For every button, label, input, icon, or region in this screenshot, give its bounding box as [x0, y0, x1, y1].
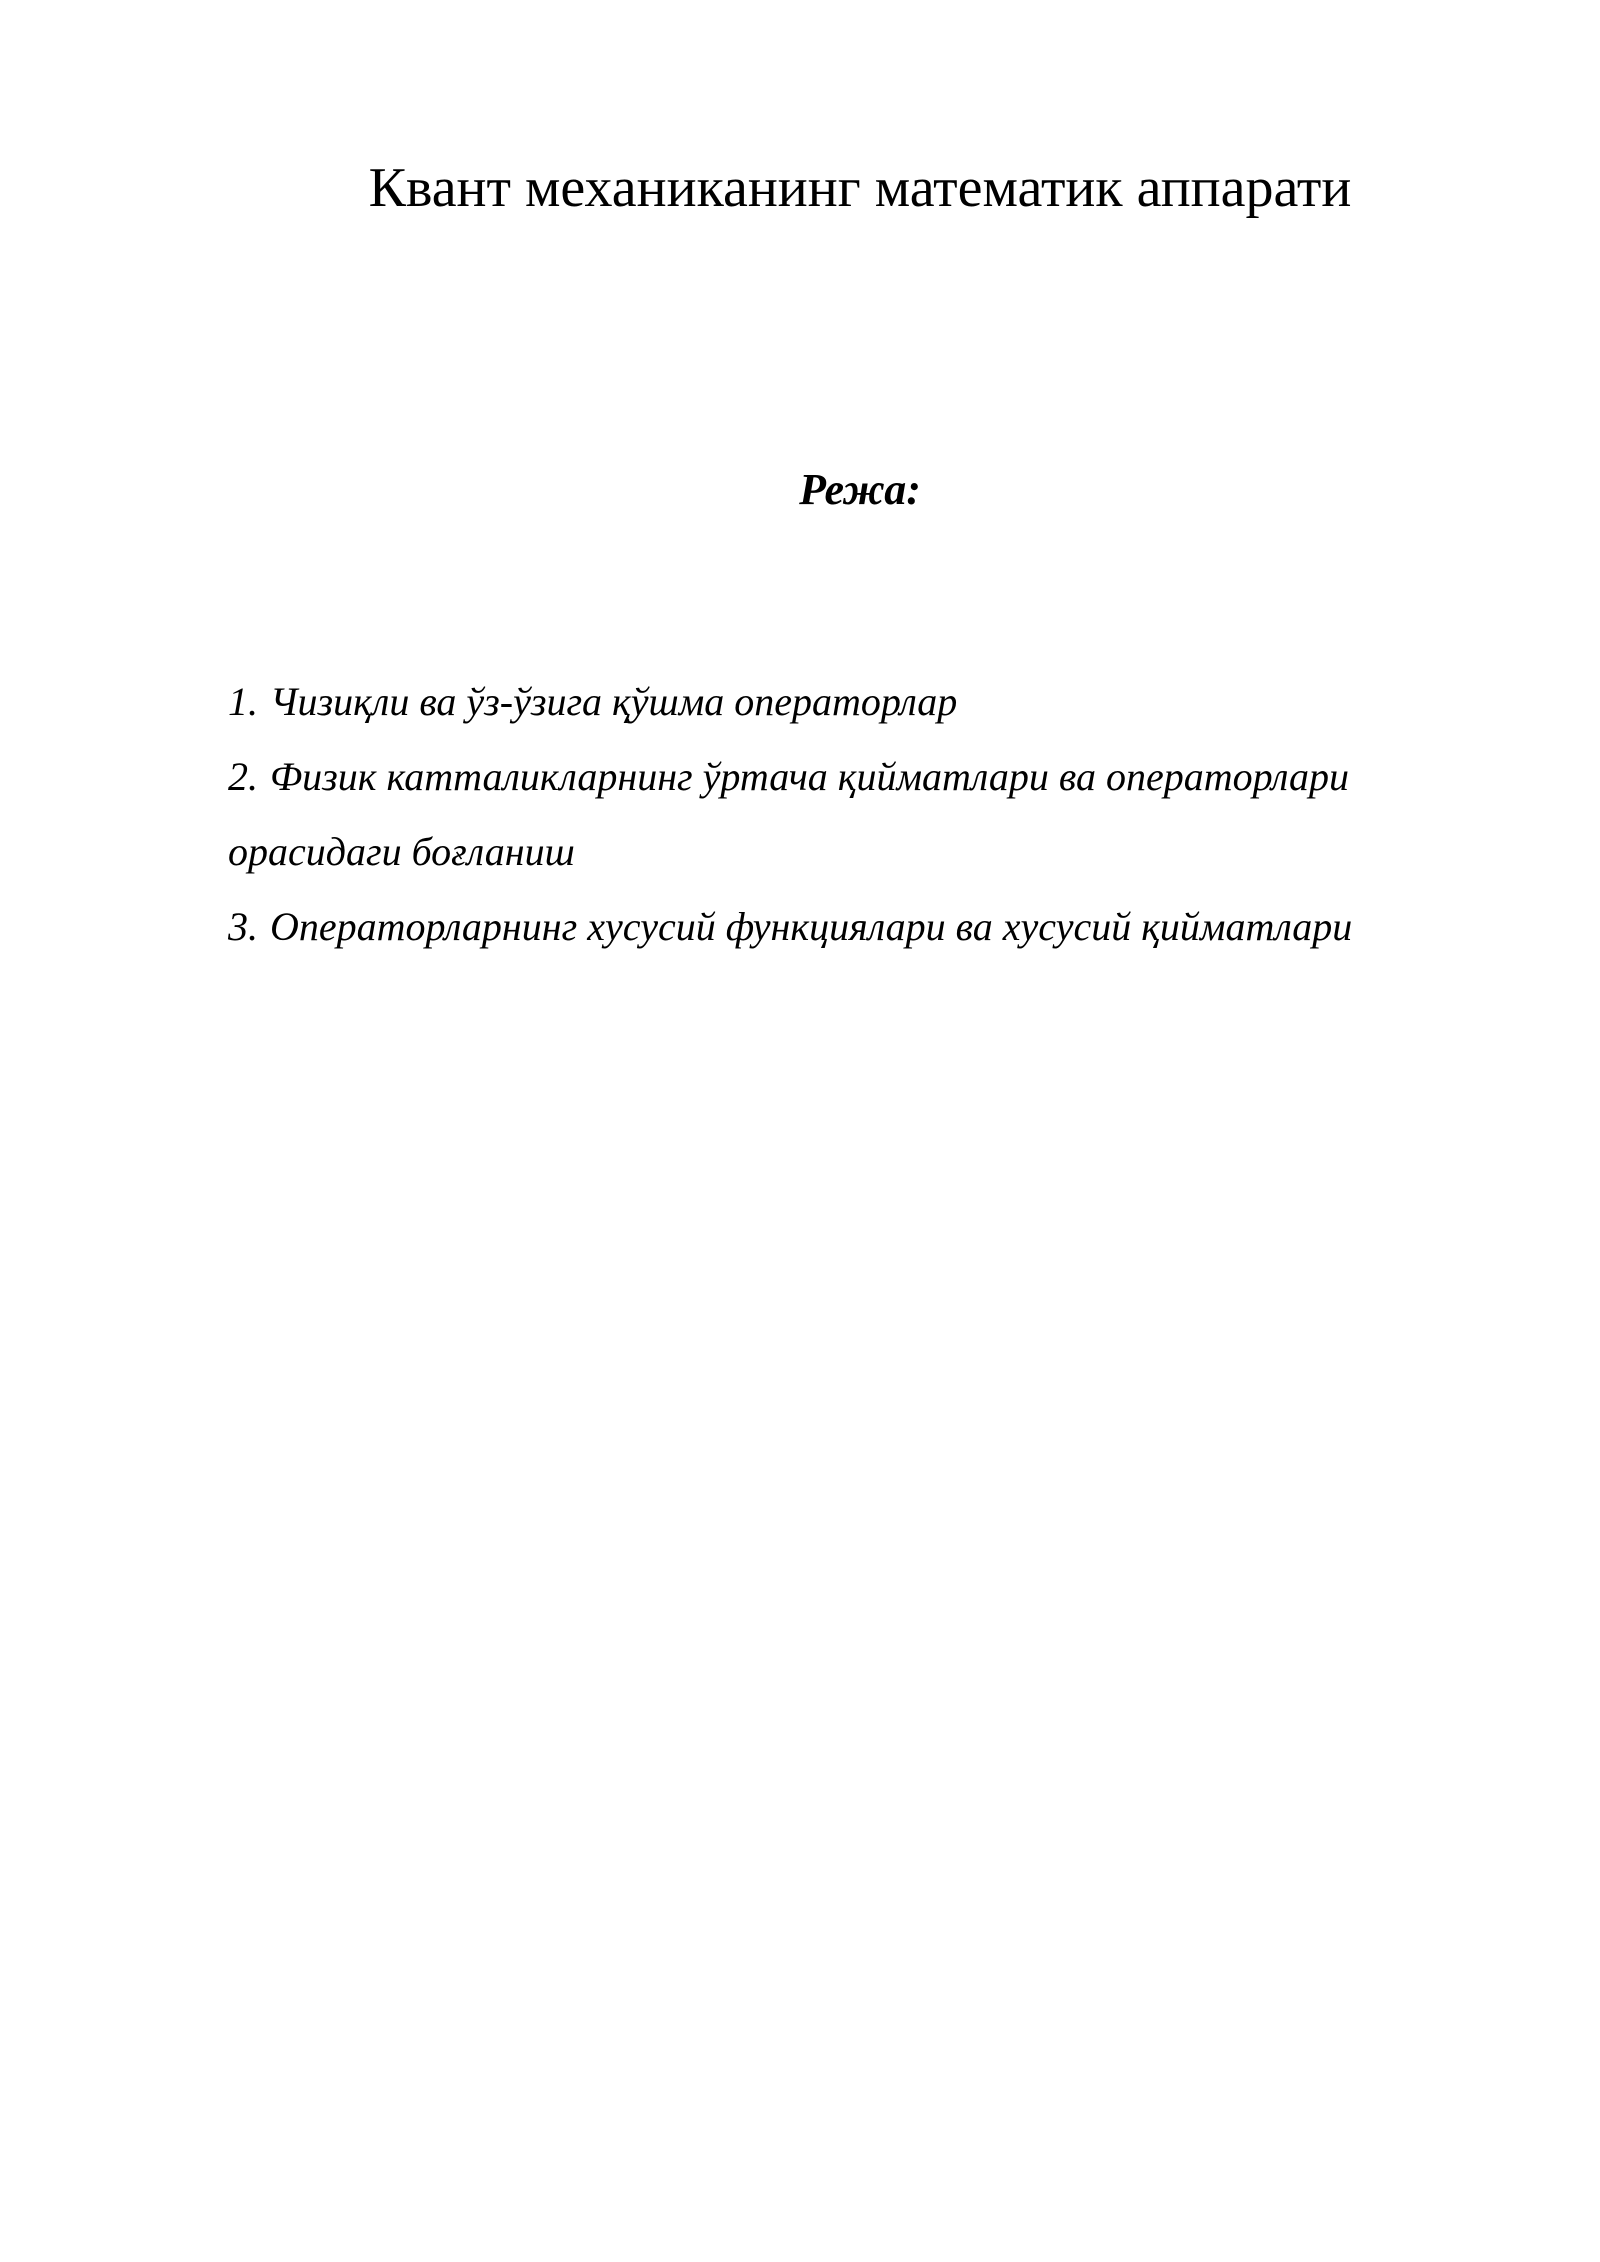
plan-item-1 [228, 664, 1488, 739]
document-title [0, 152, 1600, 224]
document-title-text: Квант механиканинг математик аппарати [368, 157, 1352, 219]
plan-heading [0, 460, 1600, 520]
plan-item-number: 3. [228, 904, 258, 949]
plan-item-number: 2. [228, 754, 258, 799]
plan-item-number: 1. [228, 679, 258, 724]
plan-item-text: орасидаги боғланиш [228, 829, 575, 874]
plan-list [228, 664, 1488, 964]
plan-item-2-continuation [228, 814, 1488, 889]
plan-item-text: Чизиқли ва ўз-ўзига қўшма операторлар [270, 679, 958, 724]
plan-item-3 [228, 889, 1488, 964]
plan-heading-text: Режа: [799, 465, 921, 514]
plan-item-2 [228, 739, 1488, 814]
plan-item-text: Операторларнинг хусусий функциялари ва хусусий қийматлари [270, 904, 1353, 949]
plan-item-text: Физик катталикларнинг ўртача қийматлари ва операторлари [270, 754, 1349, 799]
